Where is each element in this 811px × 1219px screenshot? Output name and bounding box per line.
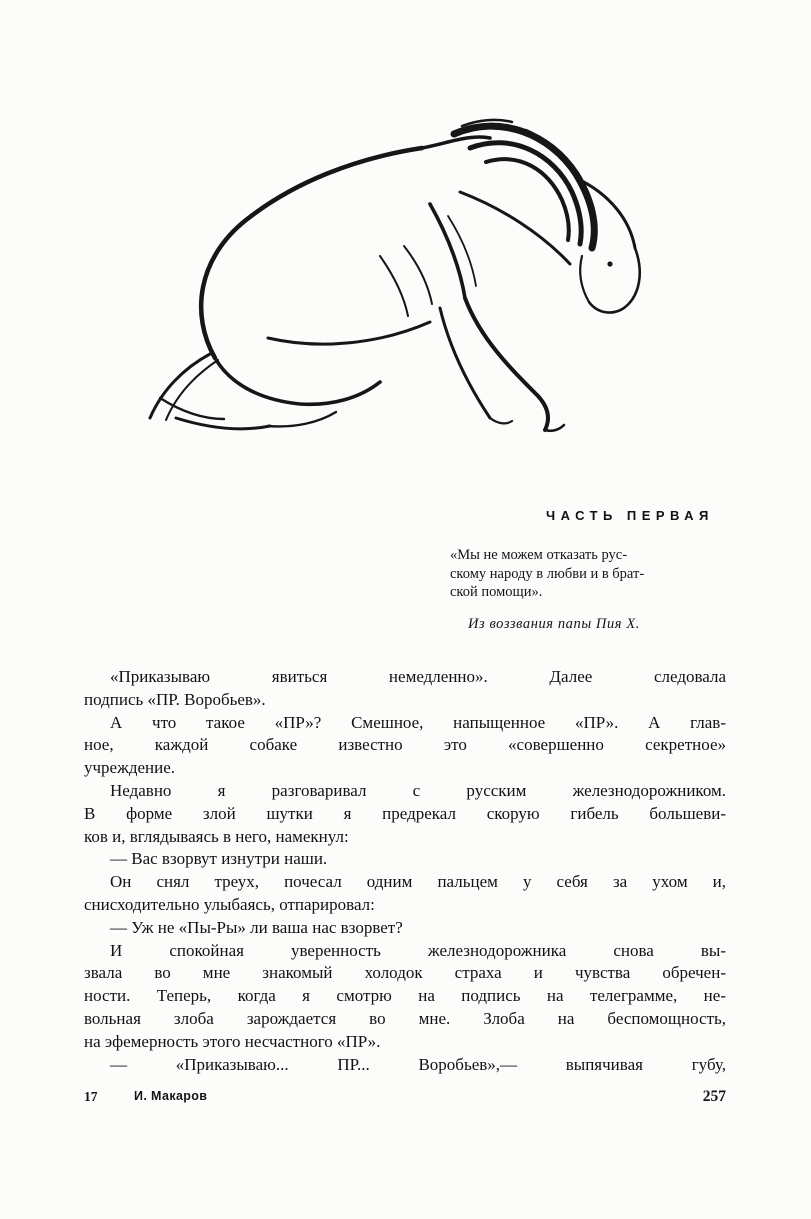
text-line: на эфемерность этого несчастного «ПР». [84, 1031, 381, 1051]
text-line: — «Приказываю... ПР... Воробьев»,— выпячивая губу, [110, 1054, 726, 1074]
signature-number: 17 [84, 1089, 98, 1104]
part-heading: ЧАСТЬ ПЕРВАЯ [546, 508, 714, 523]
paragraph [84, 871, 726, 917]
text-line: вольная злоба зарождается во мне. Злоба на беспомощность, [84, 1008, 726, 1028]
text-line: учреждение. [84, 758, 176, 778]
text-line: звала во мне знакомый холодок страха и чувства обречен- [84, 963, 726, 983]
paragraph [84, 917, 726, 940]
epigraph-line: скому народу в любви и в брат- [450, 565, 645, 582]
horse-illustration [118, 96, 666, 492]
text-line: «Приказываю явиться немедленно». Далее следовала [110, 667, 726, 686]
body-text [84, 666, 726, 1076]
text-line: И спокойная уверенность железнодорожника снова вы- [110, 940, 726, 960]
text-line: ности. Теперь, когда я смотрю на подпись на телеграмме, не- [84, 986, 726, 1006]
paragraph [84, 940, 726, 1054]
text-line: снисходительно улыбаясь, отпарировал: [84, 894, 375, 914]
text-line: В форме злой шутки я предрекал скорую гибель большеви- [84, 803, 726, 823]
epigraph-quote [450, 546, 712, 602]
text-line: Он снял треух, почесал одним пальцем у себя за ухом и, [110, 872, 726, 892]
text-line: подпись «ПР. Воробьев». [84, 689, 266, 709]
paragraph [84, 1054, 726, 1077]
epigraph-attribution: Из воззвания папы Пия X. [468, 616, 640, 632]
text-line: Недавно я разговаривал с русским железнодорожником. [110, 780, 726, 800]
paragraph [84, 848, 726, 871]
paragraph [84, 666, 726, 712]
text-line: А что такое «ПР»? Смешное, напыщенное «ПР». А глав- [110, 712, 726, 732]
signature-author: И. Макаров [134, 1089, 208, 1103]
horse-ink-sketch-svg [118, 96, 666, 492]
text-line: ное, каждой собаке известно это «совершенно секретное» [84, 735, 726, 755]
page-number: 257 [702, 1088, 726, 1105]
page-footer [84, 1088, 726, 1108]
text-line: — Вас взорвут изнутри наши. [110, 849, 328, 869]
epigraph-line: «Мы не можем отказать рус- [450, 547, 628, 563]
epigraph-line: ской помощи». [450, 584, 543, 601]
paragraph [84, 712, 726, 780]
text-line: ков и, вглядываясь в него, намекнул: [84, 826, 349, 846]
text-line: — Уж не «Пы-Ры» ли ваша нас взорвет? [110, 917, 403, 937]
paragraph [84, 780, 726, 848]
